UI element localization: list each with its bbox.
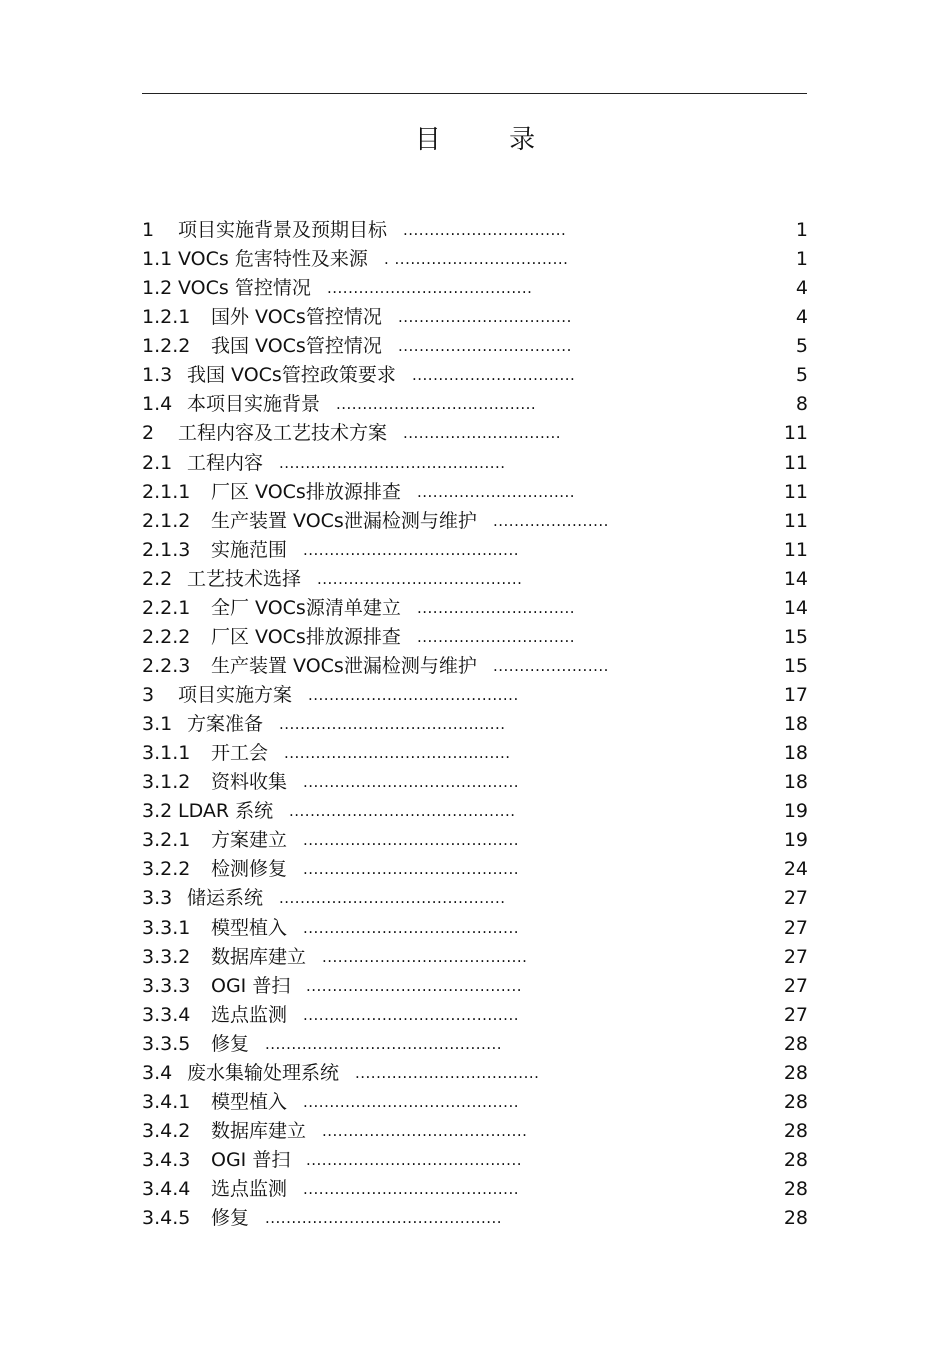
toc-entry-title: 资料收集 — [211, 771, 288, 794]
toc-entry-leader: ...................................... — [336, 395, 537, 414]
toc-entry-title: 开工会 — [211, 742, 269, 765]
toc-entry-title: 项目实施方案 — [178, 684, 293, 706]
toc-entry-page: 11 — [783, 422, 808, 445]
toc-entry-page: 11 — [783, 509, 808, 532]
toc-entry-number: 3.2.1 — [142, 829, 191, 852]
toc-entry[interactable] — [142, 972, 808, 1001]
toc-entry-leader: ............................................. — [265, 1209, 503, 1228]
table-of-contents — [142, 216, 808, 1233]
toc-entry-number: 2.2.2 — [142, 625, 191, 648]
toc-entry-leader: ................................. — [398, 308, 572, 327]
toc-entry-leader: ........................................... — [289, 802, 516, 821]
toc-entry-title: OGI 普扫 — [211, 1149, 291, 1171]
toc-entry-title: 方案准备 — [187, 713, 264, 736]
toc-entry-page: 28 — [783, 1119, 808, 1142]
toc-entry-title: 生产装置 VOCs泄漏检测与维护 — [211, 654, 477, 677]
toc-entry-title: 实施范围 — [211, 538, 288, 561]
toc-entry[interactable] — [142, 1030, 808, 1059]
toc-entry[interactable] — [142, 390, 808, 419]
toc-entry[interactable] — [142, 710, 808, 739]
toc-entry[interactable] — [142, 914, 808, 943]
toc-entry-number: 3.1.1 — [142, 742, 191, 765]
toc-entry-leader: ........................................... — [279, 453, 506, 472]
toc-entry[interactable] — [142, 681, 808, 710]
toc-entry[interactable] — [142, 216, 808, 245]
toc-entry-title: LDAR 系统 — [178, 800, 274, 823]
toc-entry-page: 11 — [783, 480, 808, 503]
toc-entry-number: 3.3.4 — [142, 1003, 191, 1026]
toc-entry-leader: .............................. — [403, 424, 562, 443]
toc-entry[interactable] — [142, 594, 808, 623]
toc-entry-page: 4 — [795, 306, 808, 329]
toc-entry-leader: ....................................... — [322, 1121, 528, 1140]
toc-entry-page: 19 — [783, 800, 808, 823]
toc-entry-number: 3.3.2 — [142, 945, 191, 968]
toc-entry[interactable] — [142, 1146, 808, 1175]
toc-entry-page: 14 — [783, 567, 808, 590]
toc-entry-number: 3.4.4 — [142, 1178, 191, 1201]
toc-entry-page: 24 — [783, 858, 808, 881]
toc-entry[interactable] — [142, 884, 808, 913]
toc-entry-title: 数据库建立 — [211, 945, 307, 968]
toc-entry-leader: ...................... — [493, 656, 609, 675]
toc-entry-page: 11 — [783, 538, 808, 561]
toc-entry-leader: ........................................... — [279, 715, 506, 734]
toc-entry-leader: ...................... — [493, 511, 609, 530]
toc-entry-title: VOCs 危害特性及来源 — [178, 248, 368, 271]
toc-entry-number: 3.2 — [142, 800, 173, 823]
toc-entry[interactable] — [142, 1059, 808, 1088]
toc-entry[interactable] — [142, 826, 808, 855]
toc-entry-title: VOCs 管控情况 — [178, 277, 311, 300]
toc-entry-number: 2.2.3 — [142, 654, 191, 677]
toc-entry-leader: . ................................. — [384, 250, 569, 269]
toc-entry-leader: ....................................... — [322, 947, 528, 966]
toc-entry-leader: ......................................... — [303, 860, 519, 879]
toc-entry-page: 1 — [795, 219, 808, 241]
toc-entry-title: 我国 VOCs管控情况 — [211, 335, 382, 358]
toc-entry-page: 27 — [783, 887, 808, 910]
toc-entry-leader: ......................................... — [306, 976, 522, 995]
toc-entry[interactable] — [142, 332, 808, 361]
toc-entry-number: 3.4.5 — [142, 1207, 191, 1230]
toc-entry-title: 模型植入 — [211, 1090, 288, 1113]
page-title: 目 录 — [414, 125, 566, 155]
toc-entry-title: 废水集输处理系统 — [187, 1061, 340, 1084]
toc-entry[interactable] — [142, 565, 808, 594]
toc-entry-leader: ............................... — [403, 221, 567, 239]
toc-entry-leader: ....................................... — [327, 279, 533, 298]
toc-entry[interactable] — [142, 855, 808, 884]
toc-entry-leader: ................................. — [398, 337, 572, 356]
toc-entry-number: 2.2.1 — [142, 596, 191, 619]
toc-entry-leader: ......................................... — [306, 1151, 522, 1169]
toc-entry-leader: ................................... — [355, 1063, 540, 1082]
toc-entry-title: 厂区 VOCs排放源排查 — [211, 480, 401, 503]
toc-entry-number: 3.2.2 — [142, 858, 191, 881]
toc-entry-title: 数据库建立 — [211, 1119, 307, 1142]
toc-entry-title: 国外 VOCs管控情况 — [211, 306, 382, 329]
toc-entry-number: 1 — [142, 219, 155, 241]
toc-entry-title: 工艺技术选择 — [187, 567, 302, 590]
toc-entry[interactable] — [142, 419, 808, 448]
toc-entry-number: 2.1.1 — [142, 480, 191, 503]
toc-entry-leader: .............................. — [417, 482, 576, 501]
toc-entry-page: 28 — [783, 1178, 808, 1201]
toc-entry-title: 工程内容 — [187, 451, 264, 474]
toc-entry-number: 3.4.2 — [142, 1119, 191, 1142]
toc-entry-title: 模型植入 — [211, 916, 288, 939]
toc-entry-page: 18 — [783, 742, 808, 765]
toc-entry[interactable] — [142, 303, 808, 332]
toc-entry-leader: ......................................... — [303, 540, 519, 559]
toc-entry-leader: ......................................... — [303, 918, 519, 937]
toc-entry-number: 3 — [142, 684, 155, 706]
toc-entry-title: 工程内容及工艺技术方案 — [178, 422, 388, 445]
toc-entry-number: 1.1 — [142, 248, 173, 271]
toc-entry-number: 3.3.1 — [142, 916, 191, 939]
toc-entry-title: 修复 — [211, 1032, 250, 1055]
toc-entry-title: 修复 — [211, 1207, 250, 1230]
toc-entry-page: 18 — [783, 713, 808, 736]
toc-entry[interactable] — [142, 536, 808, 565]
header-rule — [142, 93, 807, 94]
toc-entry-title: 选点监测 — [211, 1178, 288, 1201]
toc-entry-page: 27 — [783, 945, 808, 968]
toc-entry[interactable] — [142, 739, 808, 768]
toc-entry-leader: ......................................... — [303, 831, 519, 850]
toc-entry-number: 3.3.3 — [142, 974, 191, 997]
toc-entry-number: 1.2 — [142, 277, 173, 300]
toc-entry-leader: ......................................... — [303, 773, 519, 792]
toc-entry-leader: ........................................... — [284, 744, 511, 763]
toc-entry-number: 1.4 — [142, 393, 173, 416]
toc-entry-title: 储运系统 — [187, 887, 264, 910]
toc-entry-leader: ........................................... — [279, 889, 506, 908]
toc-entry-number: 2 — [142, 422, 155, 445]
toc-entry-title: 生产装置 VOCs泄漏检测与维护 — [211, 509, 477, 532]
toc-entry-leader: ......................................... — [303, 1180, 519, 1199]
toc-entry-leader: ......................................... — [303, 1092, 519, 1111]
toc-entry[interactable] — [142, 1175, 808, 1204]
toc-entry[interactable] — [142, 1204, 808, 1233]
toc-entry-number: 3.1.2 — [142, 771, 191, 794]
toc-entry[interactable] — [142, 449, 808, 478]
toc-entry[interactable] — [142, 1088, 808, 1117]
toc-entry-page: 5 — [795, 364, 808, 387]
toc-entry-title: 选点监测 — [211, 1003, 288, 1026]
toc-entry[interactable] — [142, 245, 808, 274]
toc-entry-leader: ............................... — [412, 366, 576, 385]
toc-entry-page: 27 — [783, 916, 808, 939]
toc-entry[interactable] — [142, 797, 808, 826]
toc-entry[interactable] — [142, 507, 808, 536]
toc-entry-number: 3.4 — [142, 1061, 173, 1084]
toc-entry[interactable] — [142, 623, 808, 652]
toc-entry-title: 项目实施背景及预期目标 — [178, 219, 388, 241]
toc-entry-page: 14 — [783, 596, 808, 619]
toc-entry-leader: ........................................ — [308, 686, 519, 704]
toc-entry-page: 28 — [783, 1207, 808, 1230]
toc-entry[interactable] — [142, 478, 808, 507]
toc-entry-number: 3.3.5 — [142, 1032, 191, 1055]
toc-entry-number: 2.1.2 — [142, 509, 191, 532]
toc-entry-page: 28 — [783, 1061, 808, 1084]
toc-entry-page: 11 — [783, 451, 808, 474]
toc-entry-number: 1.2.1 — [142, 306, 191, 329]
toc-entry-number: 3.4.1 — [142, 1090, 191, 1113]
toc-entry-title: OGI 普扫 — [211, 974, 291, 997]
toc-entry-title: 厂区 VOCs排放源排查 — [211, 625, 401, 648]
toc-entry-number: 1.2.2 — [142, 335, 191, 358]
toc-entry-page: 27 — [783, 974, 808, 997]
toc-entry[interactable] — [142, 1117, 808, 1146]
toc-entry-number: 2.2 — [142, 567, 173, 590]
toc-entry-number: 3.1 — [142, 713, 173, 736]
toc-entry-title: 全厂 VOCs源清单建立 — [211, 596, 401, 619]
toc-entry-page: 18 — [783, 771, 808, 794]
toc-entry-page: 28 — [783, 1032, 808, 1055]
toc-entry-number: 3.4.3 — [142, 1149, 191, 1171]
toc-entry-page: 5 — [795, 335, 808, 358]
toc-entry-leader: ....................................... — [317, 569, 523, 588]
toc-entry-page: 4 — [795, 277, 808, 300]
toc-entry-page: 27 — [783, 1003, 808, 1026]
toc-entry-page: 1 — [795, 248, 808, 271]
toc-entry-title: 我国 VOCs管控政策要求 — [187, 364, 396, 387]
toc-entry-page: 17 — [783, 684, 808, 706]
toc-entry-leader: ............................................. — [265, 1034, 503, 1053]
toc-entry-number: 2.1.3 — [142, 538, 191, 561]
toc-entry-leader: .............................. — [417, 598, 576, 617]
toc-entry-page: 15 — [783, 654, 808, 677]
toc-entry[interactable] — [142, 943, 808, 972]
toc-entry-page: 19 — [783, 829, 808, 852]
toc-entry[interactable] — [142, 274, 808, 303]
toc-entry-page: 28 — [783, 1090, 808, 1113]
toc-entry-page: 28 — [783, 1149, 808, 1171]
toc-entry-number: 1.3 — [142, 364, 173, 387]
toc-entry-page: 8 — [795, 393, 808, 416]
toc-entry-title: 本项目实施背景 — [187, 393, 321, 416]
toc-entry[interactable] — [142, 1001, 808, 1030]
toc-entry-number: 3.3 — [142, 887, 173, 910]
toc-entry-page: 15 — [783, 625, 808, 648]
toc-entry-title: 检测修复 — [211, 858, 288, 881]
toc-entry[interactable] — [142, 361, 808, 390]
toc-entry-number: 2.1 — [142, 451, 173, 474]
toc-entry[interactable] — [142, 768, 808, 797]
toc-entry-leader: .............................. — [417, 627, 576, 646]
toc-entry-leader: ......................................... — [303, 1005, 519, 1024]
toc-entry[interactable] — [142, 652, 808, 681]
toc-entry-title: 方案建立 — [211, 829, 288, 852]
